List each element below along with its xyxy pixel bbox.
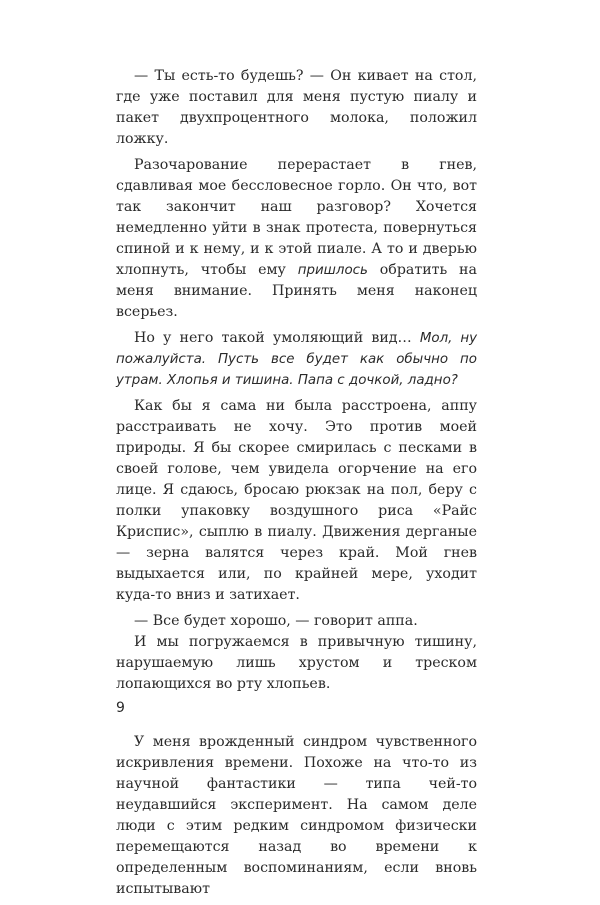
italic-plea: Мол, ну пожалуйста. Пусть все будет как обычно по утрам. Хлопья и тишина. Папа с дочкой, ладно? bbox=[116, 331, 477, 388]
section-break bbox=[116, 700, 477, 732]
paragraph-1: — Ты есть-то будешь? — Он кивает на стол, где уже поставил для меня пустую пиалу и пакет двухпроцентного молока, положил ложку. bbox=[116, 68, 477, 147]
paragraph-3-text: Но у него такой умоляющий вид… bbox=[134, 330, 412, 346]
paragraph-6: И мы погружаемся в привычную тишину, нарушаемую лишь хрустом и треском лопающихся во рту хлопьев. bbox=[116, 634, 477, 692]
page-number: 9 bbox=[116, 700, 125, 716]
italic-must: пришлось bbox=[297, 263, 368, 278]
paragraph-2-text: Разочарование перерастает в гнев, сдавливая мое бессловесное горло. Он что, вот так закончит наш разговор? Хочется немедленно уйти в знак протеста, повернуться спиной и к нему, и к этой пиале. А то и дверью хлопнуть, чтобы ему bbox=[116, 157, 477, 278]
paragraph-2-end: обратить на меня внимание. Принять меня наконец всерьез. bbox=[116, 262, 477, 320]
paragraph-3 bbox=[116, 328, 477, 391]
paragraph-4: Как бы я сама ни была расстроена, аппу расстраивать не хочу. Это против моей природы. Я бы скорее смирилась с песками в своей голове, чем увидела огорчение на его лице. Я сдаюсь, бросаю рюкзак на пол, беру с полки упаковку воздушного риса «Райс Криспис», сыплю в пиалу. Движения дерганые — зерна валятся через край. Мой гнев выдыхается или, по крайней мере, уходит куда-то вниз и затихает. bbox=[116, 398, 477, 603]
paragraph-5: — Все будет хорошо, — говорит аппа. bbox=[134, 613, 418, 629]
page-body bbox=[116, 66, 477, 905]
paragraph-7: У меня врожденный синдром чувственного искривления времени. Похоже на что-то из научной фантастики — типа чей-то неудавшийся эксперимент. На самом деле люди с этим редким синдромом физически перемещаются назад во времени к определенным воспоминаниям, если вновь испытывают bbox=[116, 734, 477, 897]
paragraph-2 bbox=[116, 155, 477, 323]
